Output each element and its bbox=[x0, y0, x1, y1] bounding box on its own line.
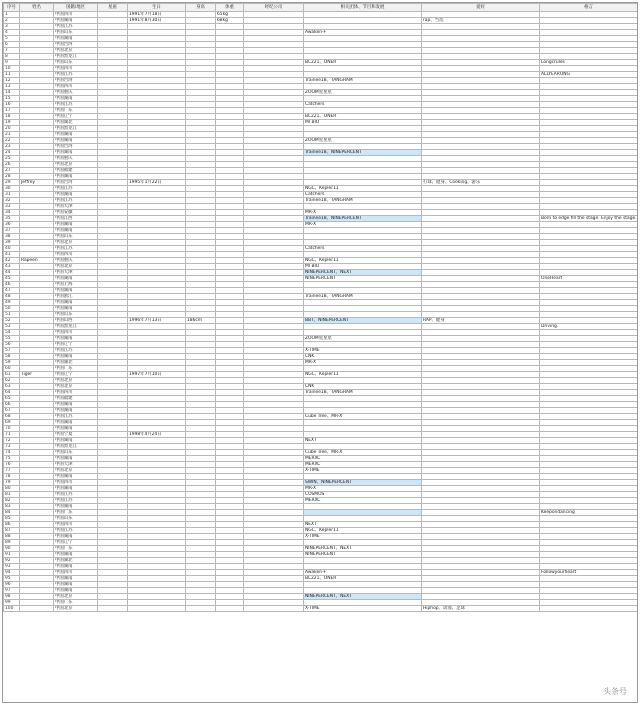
table-cell[interactable]: 22 bbox=[4, 138, 20, 144]
table-cell[interactable]: 79 bbox=[4, 480, 20, 486]
table-cell[interactable]: MR-X bbox=[304, 360, 422, 366]
table-cell[interactable]: 57 bbox=[4, 348, 20, 354]
table-cell[interactable]: 中国湖南 bbox=[54, 222, 98, 228]
table-cell[interactable]: 47 bbox=[4, 288, 20, 294]
table-cell[interactable]: 中国山东 bbox=[54, 312, 98, 318]
table-cell[interactable]: Longcrules bbox=[540, 60, 638, 66]
table-cell[interactable]: 中国北京 bbox=[54, 264, 98, 270]
header-cell[interactable]: 姓名 bbox=[20, 4, 54, 12]
table-cell[interactable]: MR-X bbox=[304, 210, 422, 216]
table-cell[interactable]: 中国湖南 bbox=[54, 336, 98, 342]
table-cell[interactable]: 1995年1月22日 bbox=[128, 180, 186, 186]
table-cell[interactable]: 54 bbox=[4, 330, 20, 336]
table-cell[interactable] bbox=[128, 606, 186, 612]
table-cell[interactable]: 11 bbox=[4, 72, 20, 78]
table-cell[interactable]: 41 bbox=[4, 252, 20, 258]
table-cell[interactable]: 75 bbox=[4, 456, 20, 462]
table-cell[interactable]: 中国湖南 bbox=[54, 486, 98, 492]
table-cell[interactable]: 29 bbox=[4, 180, 20, 186]
table-cell[interactable]: 中国湖南 bbox=[54, 138, 98, 144]
table-cell[interactable]: Trainee18、TANGRAM bbox=[304, 294, 422, 300]
table-cell[interactable]: 中国江苏 bbox=[54, 498, 98, 504]
table-cell[interactable]: 4 bbox=[4, 30, 20, 36]
table-cell[interactable]: 中国四川 bbox=[54, 570, 98, 576]
table-cell[interactable]: 38 bbox=[4, 234, 20, 240]
table-cell[interactable]: 中国山东 bbox=[54, 234, 98, 240]
table-cell[interactable]: ZOOM星星星 bbox=[304, 138, 422, 144]
table-cell[interactable]: 中国湖北 bbox=[54, 120, 98, 126]
table-cell[interactable]: 1 bbox=[4, 12, 20, 18]
header-cell[interactable]: 身高 bbox=[186, 4, 216, 12]
table-cell[interactable]: MR-X bbox=[304, 486, 422, 492]
table-cell[interactable]: 1991年7月18日 bbox=[128, 12, 186, 18]
table-cell[interactable]: 68 bbox=[4, 414, 20, 420]
table-cell[interactable]: Trainee18、TANGRAM bbox=[304, 198, 422, 204]
table-cell[interactable]: 中国辽宁 bbox=[54, 372, 98, 378]
table-cell[interactable]: 5 bbox=[4, 36, 20, 42]
header-row bbox=[4, 4, 638, 12]
table-cell[interactable]: 中国湖南 bbox=[54, 150, 98, 156]
table-cell[interactable]: NEXT bbox=[304, 438, 422, 444]
table-cell[interactable]: 70 bbox=[4, 426, 20, 432]
table-cell[interactable]: 中国江苏 bbox=[54, 348, 98, 354]
table-cell[interactable]: 80 bbox=[4, 486, 20, 492]
table-cell[interactable]: 91 bbox=[4, 552, 20, 558]
table-cell[interactable]: 92 bbox=[4, 558, 20, 564]
table-cell[interactable]: 中国福建 bbox=[54, 396, 98, 402]
table-cell[interactable]: 中国江苏 bbox=[54, 492, 98, 498]
table-cell[interactable]: 中国广东 bbox=[54, 546, 98, 552]
table-cell[interactable]: 中国北京 bbox=[54, 606, 98, 612]
table-cell[interactable]: 中国四川 bbox=[54, 390, 98, 396]
header-cell[interactable]: 国籍/地区 bbox=[54, 4, 98, 12]
table-cell[interactable]: 中国辽宁 bbox=[54, 342, 98, 348]
table-cell[interactable]: rap、当选 bbox=[422, 18, 540, 24]
table-cell[interactable]: X-TIME bbox=[304, 606, 422, 612]
table-cell[interactable]: Hiphop、动漫、足球 bbox=[422, 606, 540, 612]
table-cell[interactable]: 中国湖南 bbox=[54, 426, 98, 432]
header-cell[interactable]: 星座 bbox=[98, 4, 128, 12]
table-cell[interactable]: 中国湖南 bbox=[54, 402, 98, 408]
table-cell[interactable]: 中国湖南 bbox=[54, 96, 98, 102]
table-cell[interactable]: 10 bbox=[4, 66, 20, 72]
table-cell[interactable]: 中国重庆 bbox=[54, 90, 98, 96]
table-cell[interactable]: COSMOS bbox=[304, 492, 422, 498]
table-cell[interactable]: 67 bbox=[4, 408, 20, 414]
table-cell[interactable]: 72 bbox=[4, 438, 20, 444]
table-cell[interactable]: 82 bbox=[4, 498, 20, 504]
table-cell[interactable]: Cube Tree、MR-X bbox=[304, 414, 422, 420]
table-cell[interactable]: 60 bbox=[4, 366, 20, 372]
table-cell[interactable]: 90 bbox=[4, 546, 20, 552]
table-cell[interactable]: 55 bbox=[4, 336, 20, 342]
table-cell[interactable]: 15 bbox=[4, 96, 20, 102]
table-cell[interactable]: 中国湖南 bbox=[54, 504, 98, 510]
table-cell[interactable]: 中国江西 bbox=[54, 216, 98, 222]
table-cell[interactable]: 中国湖南 bbox=[54, 354, 98, 360]
table-cell[interactable]: 中国四川 bbox=[54, 522, 98, 528]
table-cell[interactable]: 28 bbox=[4, 174, 20, 180]
table-cell[interactable]: 中国江苏 bbox=[54, 186, 98, 192]
table-cell[interactable]: 71 bbox=[4, 432, 20, 438]
table-cell[interactable]: 中国广东 bbox=[54, 108, 98, 114]
table-cell[interactable]: 中国台湾 bbox=[54, 180, 98, 186]
table-cell[interactable]: BBT、NINEPERCENT bbox=[304, 318, 422, 324]
table-cell[interactable]: 31 bbox=[4, 192, 20, 198]
table-cell[interactable]: 中国黑龙江 bbox=[54, 324, 98, 330]
table-cell[interactable]: 53 bbox=[4, 324, 20, 330]
table-cell[interactable]: 6 bbox=[4, 42, 20, 48]
table-cell[interactable]: 20 bbox=[4, 126, 20, 132]
table-cell[interactable]: BC221、ONER bbox=[304, 60, 422, 66]
table-cell[interactable]: NGC、Kepler11 bbox=[304, 372, 422, 378]
table-cell[interactable]: 中国广东 bbox=[54, 366, 98, 372]
table-cell[interactable]: 43 bbox=[4, 264, 20, 270]
table-row bbox=[4, 606, 638, 612]
table-cell[interactable]: 52 bbox=[4, 318, 20, 324]
table-cell[interactable]: 35 bbox=[4, 216, 20, 222]
table-cell[interactable]: MR-X bbox=[304, 222, 422, 228]
table-cell[interactable]: 中国湖南 bbox=[54, 18, 98, 24]
table-cell[interactable]: 1996年7月13日 bbox=[128, 318, 186, 324]
data-table bbox=[3, 3, 638, 612]
table-cell[interactable]: 65 bbox=[4, 396, 20, 402]
table-cell[interactable]: Keepondancing bbox=[540, 510, 638, 516]
table-cell[interactable]: NEXT bbox=[304, 522, 422, 528]
header-cell[interactable]: 经纪公司 bbox=[244, 4, 304, 12]
table-cell[interactable]: 中国江苏 bbox=[54, 24, 98, 30]
table-cell[interactable]: BC221、ONER bbox=[304, 576, 422, 582]
table-cell[interactable]: 48 bbox=[4, 294, 20, 300]
table-cell[interactable]: 中国北京 bbox=[54, 240, 98, 246]
table-cell[interactable]: MERXC bbox=[304, 498, 422, 504]
table-cell[interactable]: 46 bbox=[4, 282, 20, 288]
table-cell[interactable]: X-TIME bbox=[304, 534, 422, 540]
table-cell[interactable]: 中国湖南 bbox=[54, 174, 98, 180]
table-cell[interactable]: 中国广东 bbox=[54, 600, 98, 606]
table-cell[interactable]: Catchers bbox=[304, 192, 422, 198]
table-cell[interactable]: 186cm bbox=[186, 318, 216, 324]
table-cell[interactable]: RAP、健身 bbox=[422, 318, 540, 324]
table-cell[interactable]: 36 bbox=[4, 222, 20, 228]
table-cell[interactable]: 37 bbox=[4, 228, 20, 234]
table-cell[interactable]: 7 bbox=[4, 48, 20, 54]
table-cell[interactable]: 中国天津 bbox=[54, 462, 98, 468]
table-cell[interactable]: 61 bbox=[4, 372, 20, 378]
table-cell[interactable]: 51 bbox=[4, 312, 20, 318]
table-cell[interactable]: 64 bbox=[4, 390, 20, 396]
table-cell[interactable]: 中国江苏 bbox=[54, 72, 98, 78]
table-cell[interactable]: 97 bbox=[4, 588, 20, 594]
table-cell[interactable]: 中国山东 bbox=[54, 60, 98, 66]
table-cell[interactable]: 中国湖南 bbox=[54, 456, 98, 462]
table-cell[interactable]: 39 bbox=[4, 240, 20, 246]
table-cell[interactable]: 中国湖北 bbox=[54, 360, 98, 366]
table-body bbox=[4, 12, 638, 612]
table-cell[interactable]: 83 bbox=[4, 504, 20, 510]
table-cell[interactable]: 中国江苏 bbox=[54, 102, 98, 108]
table-cell[interactable]: 中国宁夏 bbox=[54, 432, 98, 438]
table-cell[interactable]: 中国四川 bbox=[54, 252, 98, 258]
table-cell[interactable]: Cube Tree、MR-X bbox=[304, 450, 422, 456]
table-cell[interactable]: Jeffrey bbox=[20, 180, 54, 186]
table-cell[interactable] bbox=[186, 606, 216, 612]
table-cell[interactable]: 95 bbox=[4, 576, 20, 582]
table-cell[interactable]: 中国湖南 bbox=[54, 552, 98, 558]
table-cell[interactable]: 打球、健身、Cooking、游乐 bbox=[422, 180, 540, 186]
table-cell[interactable]: 42 bbox=[4, 258, 20, 264]
table-cell[interactable]: 13 bbox=[4, 84, 20, 90]
table-cell[interactable]: 24 bbox=[4, 150, 20, 156]
table-cell[interactable]: 中国湖南 bbox=[54, 576, 98, 582]
table-cell[interactable]: 84 bbox=[4, 510, 20, 516]
table-cell[interactable] bbox=[244, 606, 304, 612]
table-cell[interactable]: Awaken-F bbox=[304, 570, 422, 576]
table-cell[interactable]: 中国浙江 bbox=[54, 294, 98, 300]
table-cell[interactable]: 96 bbox=[4, 582, 20, 588]
table-cell[interactable]: 中国山东 bbox=[54, 30, 98, 36]
table-cell[interactable]: Trainee18、NINEPERCENT bbox=[304, 150, 422, 156]
table-cell[interactable]: 中国天津 bbox=[54, 204, 98, 210]
table-cell[interactable]: 中国台湾 bbox=[54, 144, 98, 150]
table-cell[interactable]: 中国湖南 bbox=[54, 306, 98, 312]
table-cell[interactable]: 中国湖南 bbox=[54, 300, 98, 306]
table-cell[interactable]: 73 bbox=[4, 444, 20, 450]
table-cell[interactable]: 中国四川 bbox=[54, 84, 98, 90]
table-cell[interactable]: 中国黑龙江 bbox=[54, 54, 98, 60]
table-cell[interactable]: 18 bbox=[4, 114, 20, 120]
table-cell[interactable]: 40 bbox=[4, 246, 20, 252]
table-cell[interactable]: 19 bbox=[4, 120, 20, 126]
table-cell[interactable]: 中国广东 bbox=[54, 510, 98, 516]
table-cell[interactable]: 中国四川 bbox=[54, 480, 98, 486]
watermark: 头条号 bbox=[599, 686, 631, 698]
table-cell[interactable]: 66 bbox=[4, 402, 20, 408]
table-cell[interactable]: Awaken-F bbox=[304, 30, 422, 36]
table-cell[interactable]: 100 bbox=[4, 606, 20, 612]
table-cell[interactable]: 49 bbox=[4, 300, 20, 306]
table-cell[interactable] bbox=[540, 606, 638, 612]
table-cell[interactable]: 中国四川 bbox=[54, 12, 98, 18]
table-cell[interactable]: Rapeen bbox=[20, 258, 54, 264]
table-cell[interactable]: 中国湖南 bbox=[54, 438, 98, 444]
table-cell[interactable]: OneHeart bbox=[540, 276, 638, 282]
table-cell[interactable]: 63 bbox=[4, 384, 20, 390]
table-cell[interactable]: 65kg bbox=[216, 12, 244, 18]
table-cell[interactable]: 中国湖南 bbox=[54, 588, 98, 594]
table-cell[interactable]: 3 bbox=[4, 24, 20, 30]
table-cell[interactable]: ALLYEARONG bbox=[540, 72, 638, 78]
table-cell[interactable]: 85 bbox=[4, 516, 20, 522]
table-cell[interactable]: 中国湖北 bbox=[54, 558, 98, 564]
table-cell[interactable]: 69 bbox=[4, 420, 20, 426]
table-cell[interactable]: 1997年7月10日 bbox=[128, 372, 186, 378]
table-cell[interactable]: 94 bbox=[4, 570, 20, 576]
table-cell[interactable]: 99 bbox=[4, 600, 20, 606]
table-cell[interactable]: 中国北京 bbox=[54, 594, 98, 600]
table-cell[interactable]: 23 bbox=[4, 144, 20, 150]
table-cell[interactable]: 中国辽宁 bbox=[54, 114, 98, 120]
table-cell[interactable]: NGC、Kepler11 bbox=[304, 186, 422, 192]
table-cell[interactable]: 45 bbox=[4, 276, 20, 282]
table-cell[interactable]: 21 bbox=[4, 132, 20, 138]
header-cell[interactable]: 序号 bbox=[4, 4, 20, 12]
table-cell[interactable]: NINEPERCENT bbox=[304, 276, 422, 282]
table-cell[interactable]: Trainee18、TANGRAM bbox=[304, 390, 422, 396]
table-cell[interactable]: 中国重庆 bbox=[54, 156, 98, 162]
table-cell[interactable]: MI BIO bbox=[304, 120, 422, 126]
table-cell[interactable]: 26 bbox=[4, 162, 20, 168]
table-cell[interactable]: 中国重庆 bbox=[54, 258, 98, 264]
table-cell[interactable]: Tiger bbox=[20, 372, 54, 378]
table-cell[interactable]: 58 bbox=[4, 354, 20, 360]
table-cell[interactable]: 中国湖南 bbox=[54, 408, 98, 414]
table-cell[interactable]: 中国北京 bbox=[54, 378, 98, 384]
table-cell[interactable]: Driving. bbox=[540, 324, 638, 330]
table-cell[interactable]: Trainee18、TANGRAM bbox=[304, 78, 422, 84]
table-cell[interactable]: 中国上海 bbox=[54, 282, 98, 288]
header-cell[interactable]: 相关团体、节目和发展 bbox=[304, 4, 422, 12]
table-cell[interactable]: 中国江苏 bbox=[54, 246, 98, 252]
table-cell[interactable]: 59 bbox=[4, 360, 20, 366]
table-cell[interactable]: 93 bbox=[4, 564, 20, 570]
table-cell[interactable]: 中国湖南 bbox=[54, 276, 98, 282]
table-cell[interactable]: NINEPERCENT bbox=[304, 552, 422, 558]
table-cell[interactable]: 中国湖南 bbox=[54, 564, 98, 570]
table-cell[interactable]: 76 bbox=[4, 462, 20, 468]
table-cell[interactable]: 12 bbox=[4, 78, 20, 84]
table-cell[interactable]: SWIN、NINEPERCENT bbox=[304, 480, 422, 486]
table-cell[interactable]: 中国江苏 bbox=[54, 414, 98, 420]
table-cell[interactable]: NGC、Kepler11 bbox=[304, 528, 422, 534]
table-cell[interactable]: NGC、Kepler11 bbox=[304, 258, 422, 264]
table-cell[interactable]: 中国安徽 bbox=[54, 210, 98, 216]
table-cell[interactable] bbox=[20, 606, 54, 612]
table-cell[interactable]: MERXC bbox=[304, 462, 422, 468]
table-cell[interactable]: Trainee18、NINEPERCENT bbox=[304, 216, 422, 222]
table-cell[interactable]: 14 bbox=[4, 90, 20, 96]
table-cell[interactable]: 中国湖南 bbox=[54, 192, 98, 198]
table-cell[interactable]: 17 bbox=[4, 108, 20, 114]
table-cell[interactable]: BC221、ONER bbox=[304, 114, 422, 120]
table-cell[interactable]: MI BIO bbox=[304, 264, 422, 270]
table-cell[interactable]: 中国湖南 bbox=[54, 474, 98, 480]
table-cell[interactable]: 1991年8月30日 bbox=[128, 18, 186, 24]
table-cell[interactable]: 中国黑龙江 bbox=[54, 444, 98, 450]
table-cell[interactable]: Followyourheart bbox=[540, 570, 638, 576]
table-cell[interactable]: 32 bbox=[4, 198, 20, 204]
table-cell[interactable]: CNK bbox=[304, 354, 422, 360]
table-cell[interactable]: 中国湖南 bbox=[54, 420, 98, 426]
table-cell[interactable]: 中国北京 bbox=[54, 384, 98, 390]
table-cell[interactable]: Catchers bbox=[304, 246, 422, 252]
table-cell[interactable]: 86 bbox=[4, 522, 20, 528]
table-cell[interactable]: 8 bbox=[4, 54, 20, 60]
table-cell[interactable]: 中国黑龙江 bbox=[54, 126, 98, 132]
table-cell[interactable]: 9 bbox=[4, 60, 20, 66]
table-cell[interactable]: ZOOM星星星 bbox=[304, 336, 422, 342]
table-cell[interactable]: 25 bbox=[4, 156, 20, 162]
table-cell[interactable]: 50 bbox=[4, 306, 20, 312]
table-cell[interactable]: 中国北京 bbox=[54, 468, 98, 474]
table-cell[interactable]: 中国四川 bbox=[54, 330, 98, 336]
table-cell[interactable]: NINEPERCENT、NEXT bbox=[304, 594, 422, 600]
table-cell[interactable]: 中国湖南 bbox=[54, 36, 98, 42]
table-cell[interactable]: 34 bbox=[4, 210, 20, 216]
table-cell[interactable]: 中国湖南 bbox=[54, 228, 98, 234]
table-cell[interactable]: 44 bbox=[4, 270, 20, 276]
table-cell[interactable]: 81 bbox=[4, 492, 20, 498]
table-cell[interactable]: 中国山东 bbox=[54, 450, 98, 456]
table-cell[interactable]: 16 bbox=[4, 102, 20, 108]
spreadsheet bbox=[2, 2, 638, 703]
table-cell[interactable]: 中国辽宁 bbox=[54, 540, 98, 546]
header-cell[interactable]: 生日 bbox=[128, 4, 186, 12]
table-cell[interactable]: X-TIME bbox=[304, 468, 422, 474]
table-cell[interactable]: 中国北京 bbox=[54, 162, 98, 168]
table-cell[interactable]: 30 bbox=[4, 186, 20, 192]
table-cell[interactable]: 中国湖南 bbox=[54, 288, 98, 294]
table-cell[interactable]: NINEPERCENT、NEXT bbox=[304, 546, 422, 552]
table-cell[interactable]: 62 bbox=[4, 378, 20, 384]
table-cell[interactable]: 88 bbox=[4, 534, 20, 540]
table-cell[interactable]: 中国湖南 bbox=[54, 132, 98, 138]
table-cell[interactable]: X-TIME bbox=[304, 348, 422, 354]
table-cell[interactable]: MERXC bbox=[304, 456, 422, 462]
table-cell[interactable]: 98 bbox=[4, 594, 20, 600]
table-cell[interactable]: 中国台湾 bbox=[54, 78, 98, 84]
table-cell[interactable]: 74 bbox=[4, 450, 20, 456]
table-cell[interactable]: Born to edge fill the stage. Enjoy the stage. bbox=[541, 216, 637, 221]
table-cell[interactable]: 中国福建 bbox=[54, 168, 98, 174]
table-cell[interactable]: NINEPERCENT、NEXT bbox=[304, 270, 422, 276]
table-cell[interactable]: 中国四川 bbox=[54, 66, 98, 72]
table-cell[interactable]: 中国湖南 bbox=[54, 534, 98, 540]
table-cell[interactable]: 中国天津 bbox=[54, 270, 98, 276]
header-cell[interactable]: 格言 bbox=[540, 4, 638, 12]
table-cell[interactable]: 56 bbox=[4, 342, 20, 348]
table-cell[interactable]: 68kg bbox=[216, 18, 244, 24]
table-cell[interactable]: 89 bbox=[4, 540, 20, 546]
table-cell[interactable]: 中国江苏 bbox=[54, 198, 98, 204]
table-cell[interactable]: 77 bbox=[4, 468, 20, 474]
header-cell[interactable]: 爱好 bbox=[422, 4, 540, 12]
table-cell[interactable]: ZOOM星星星 bbox=[304, 90, 422, 96]
table-cell[interactable]: 中国江苏 bbox=[54, 528, 98, 534]
table-cell[interactable]: 87 bbox=[4, 528, 20, 534]
table-cell[interactable] bbox=[216, 606, 244, 612]
table-cell[interactable]: 中国山西 bbox=[54, 318, 98, 324]
table-cell[interactable] bbox=[98, 606, 128, 612]
table-cell[interactable]: 27 bbox=[4, 168, 20, 174]
table-cell[interactable]: 中国北京 bbox=[54, 48, 98, 54]
header-cell[interactable]: 体重 bbox=[216, 4, 244, 12]
table-cell[interactable]: Catchers bbox=[304, 102, 422, 108]
table-cell[interactable]: 78 bbox=[4, 474, 20, 480]
table-cell[interactable]: 33 bbox=[4, 204, 20, 210]
table-cell[interactable]: 中国湖南 bbox=[54, 582, 98, 588]
table-cell[interactable]: 2 bbox=[4, 18, 20, 24]
table-cell[interactable]: 中国山东 bbox=[54, 516, 98, 522]
table-cell[interactable]: 中国台湾 bbox=[54, 42, 98, 48]
table-cell[interactable]: 1998年4月24日 bbox=[128, 432, 186, 438]
table-cell[interactable]: CNK bbox=[304, 384, 422, 390]
